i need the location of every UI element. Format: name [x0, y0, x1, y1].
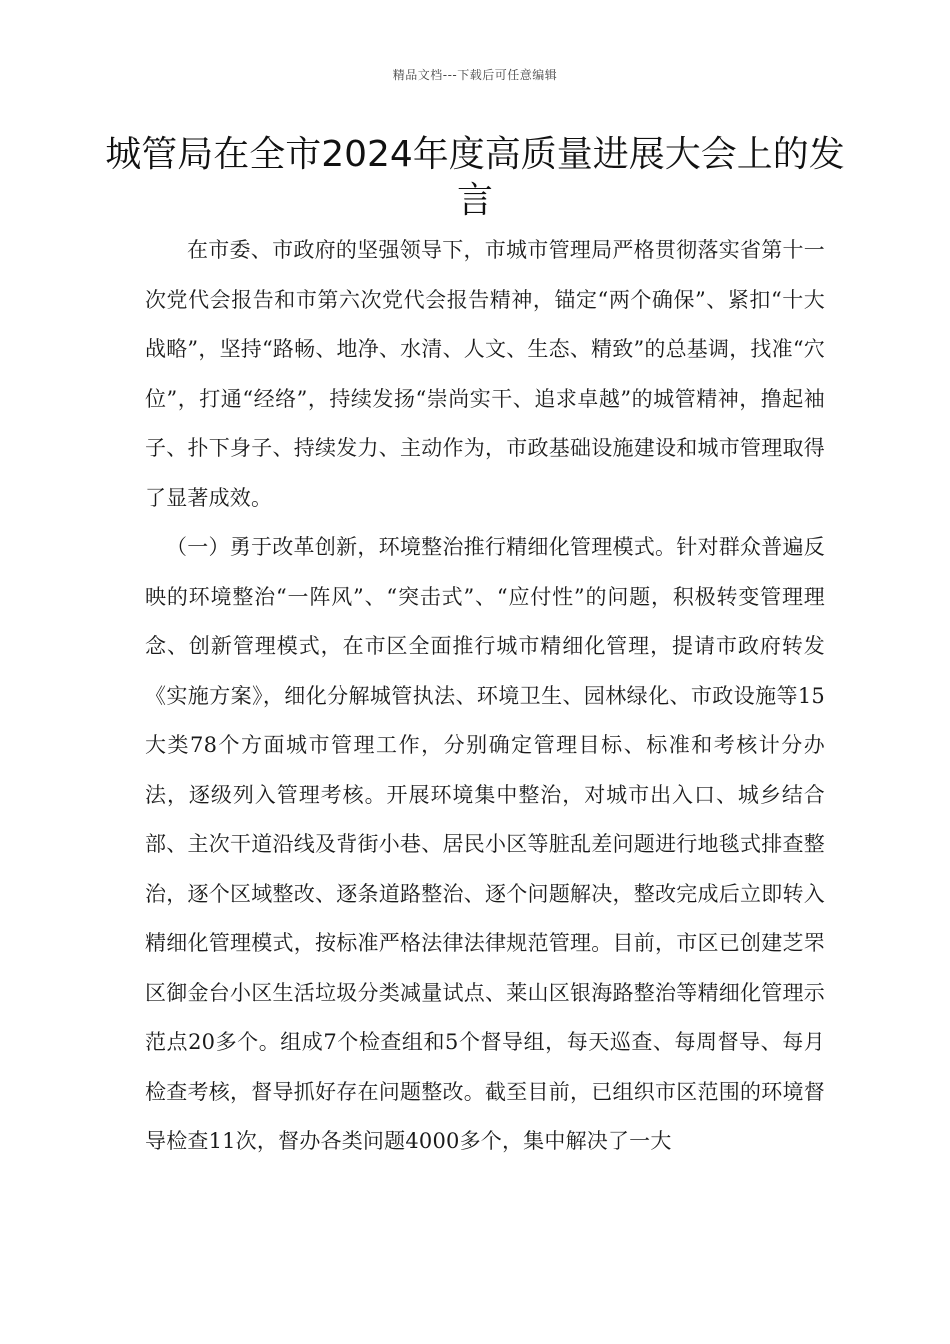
section-one-paragraph: （一）勇于改革创新，环境整治推行精细化管理模式。针对群众普遍反映的环境整治“一阵风”、“突击式”、“应付性”的问题，积极转变管理理念、创新管理模式，在市区全面推行城市精细化管理，提请市政府转发《实施方案》，细化分解城管执法、环境卫生、园林绿化、市政设施等15大类78个方面城市管理工作，分别确定管理目标、标准和考核计分办法，逐级列入管理考核。开展环境集中整治，对城市出入口、城乡结合部、主次干道沿线及背街小巷、居民小区等脏乱差问题进行地毯式排查整治，逐个区域整改、逐条道路整治、逐个问题解决，整改完成后立即转入精细化管理模式，按标准严格法律法律规范管理。目前，市区已创建芝罘区御金台小区生活垃圾分类减量试点、莱山区银海路整治等精细化管理示范点20多个。组成7个检查组和5个督导组，每天巡查、每周督导、每月检查考核，督导抓好存在问题整改。截至目前，已组织市区范围的环境督导检查11次，督办各类问题4000多个，集中解决了一大 [145, 535, 825, 1153]
document-body [145, 226, 825, 1167]
document-title: 城管局在全市2024年度高质量进展大会上的发言 [105, 134, 845, 221]
header-note: 精品文档---下载后可任意编辑 [392, 68, 558, 82]
intro-paragraph: 在市委、市政府的坚强领导下，市城市管理局严格贯彻落实省第十一次党代会报告和市第六次党代会报告精神，锚定“两个确保”、紧扣“十大战略”，坚持“路畅、地净、水清、人文、生态、精致”的总基调，找准“穴位”，打通“经络”，持续发扬“崇尚实干、追求卓越”的城管精神，撸起袖子、扑下身子、持续发力、主动作为，市政基础设施建设和城市管理取得了显著成效。 [145, 238, 825, 510]
